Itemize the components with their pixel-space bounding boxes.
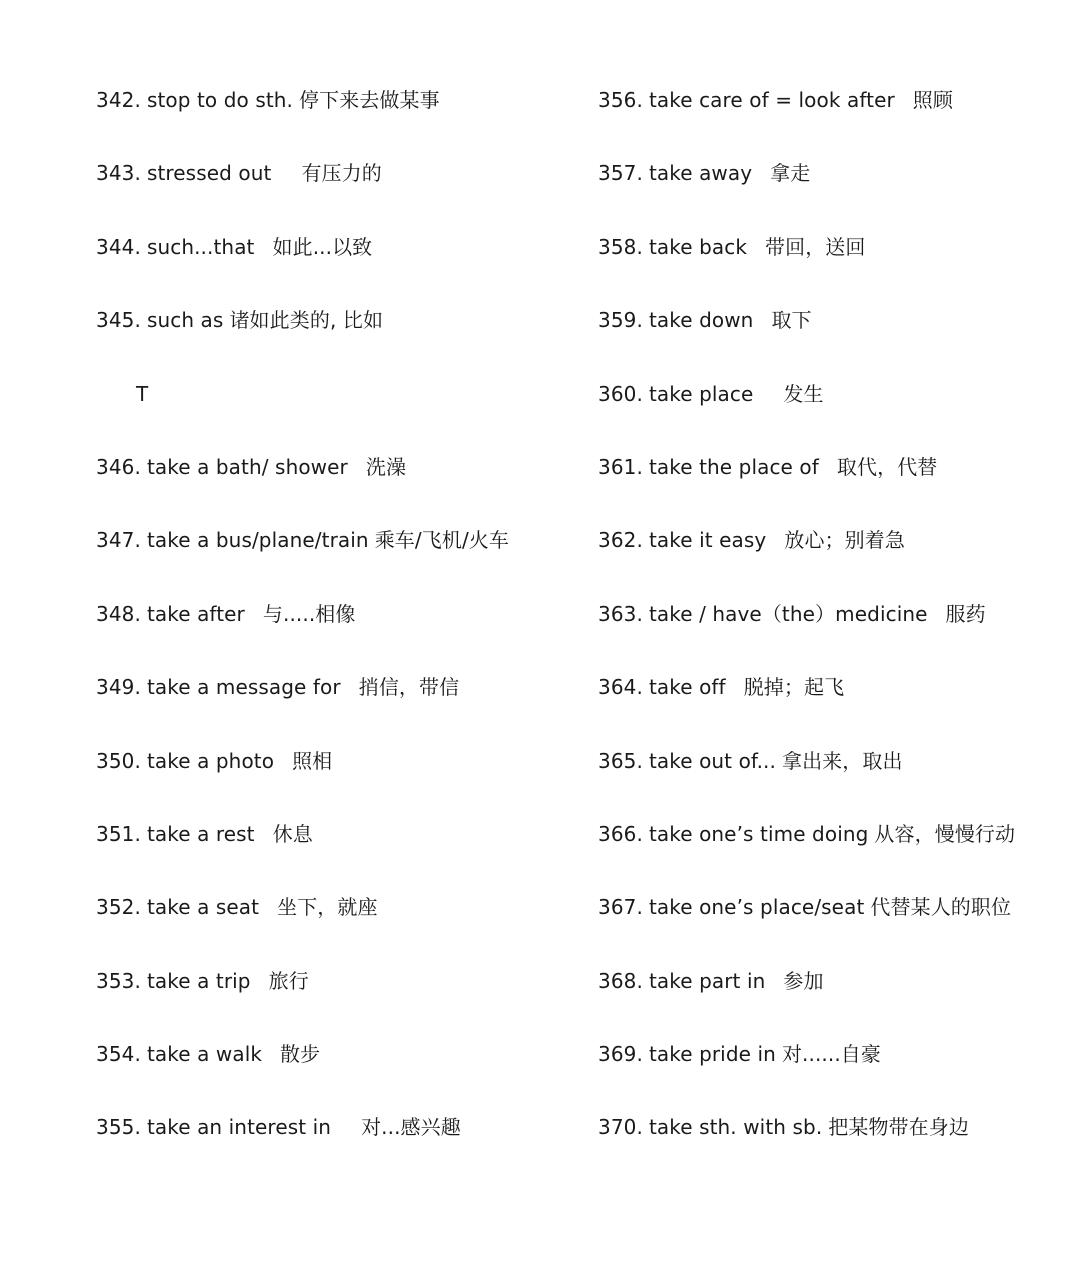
vocab-entry <box>598 80 1068 153</box>
entry-chinese-meaning: 诸如此类的, 比如 <box>229 308 384 333</box>
entry-english-phrase: take after <box>146 601 245 626</box>
entry-english-phrase: take / have（the）medicine <box>648 601 928 626</box>
entry-number: 352. <box>96 895 141 920</box>
entry-english-phrase: take sth. with sb. <box>648 1115 823 1140</box>
entry-number: 364. <box>598 675 643 700</box>
right-column <box>598 80 1068 1181</box>
entry-chinese-meaning: 代替某人的职位 <box>870 895 1012 920</box>
entry-chinese-meaning: 脱掉；起飞 <box>743 675 845 700</box>
vocab-entry <box>96 153 566 226</box>
entry-number: 357. <box>598 161 643 186</box>
entry-chinese-meaning: 休息 <box>272 821 313 846</box>
entry-english-phrase: take back <box>648 234 747 259</box>
entry-english-phrase: take a walk <box>146 1042 263 1067</box>
entry-english-phrase: take part in <box>648 968 766 993</box>
entry-english-phrase: take a bath/ shower <box>146 454 348 479</box>
entry-english-phrase: take the place of <box>648 454 819 479</box>
entry-number: 363. <box>598 601 643 626</box>
entry-number: 345. <box>96 308 141 333</box>
entry-number: 350. <box>96 748 141 773</box>
entry-english-phrase: take a trip <box>146 968 251 993</box>
entry-number: 369. <box>598 1042 643 1067</box>
entry-chinese-meaning: 有压力的 <box>301 161 382 186</box>
entry-number: 353. <box>96 968 141 993</box>
entry-english-phrase: take a rest <box>146 821 255 846</box>
entry-chinese-meaning: 照顾 <box>912 88 953 112</box>
vocab-entry <box>96 300 566 373</box>
entry-number: 361. <box>598 454 643 479</box>
vocab-entry <box>598 1034 1068 1107</box>
entry-number: 355. <box>96 1115 141 1140</box>
vocab-entry <box>598 667 1068 740</box>
vocab-entry <box>598 814 1068 887</box>
entry-number: 348. <box>96 601 141 626</box>
entry-number: 366. <box>598 821 643 846</box>
entry-english-phrase: take away <box>648 161 753 186</box>
vocab-entry <box>598 153 1068 226</box>
entry-number: 356. <box>598 88 643 112</box>
entry-chinese-meaning: 散步 <box>280 1042 321 1067</box>
entry-english-phrase: take off <box>648 675 726 700</box>
entry-number: 344. <box>96 234 141 259</box>
entry-chinese-meaning: 从容，慢慢行动 <box>874 821 1016 846</box>
entry-english-phrase: take place <box>648 381 754 406</box>
entry-chinese-meaning: 把某物带在身边 <box>828 1115 969 1140</box>
entry-number: 359. <box>598 308 643 333</box>
vocab-entry <box>96 887 566 960</box>
entry-chinese-meaning: 对...感兴趣 <box>361 1115 461 1140</box>
entry-number: 367. <box>598 895 643 920</box>
entry-number: 370. <box>598 1115 643 1140</box>
entry-english-phrase: take one’s place/seat <box>648 895 865 920</box>
vocab-entry <box>96 227 566 300</box>
entry-number: 349. <box>96 675 141 700</box>
entry-english-phrase: take a photo <box>146 748 275 773</box>
entry-number: 347. <box>96 528 141 553</box>
entry-english-phrase: stop to do sth. <box>146 88 294 112</box>
vocab-entry <box>598 227 1068 300</box>
vocab-entry <box>598 961 1068 1034</box>
entry-english-phrase: stressed out <box>146 161 272 186</box>
entry-chinese-meaning: 捎信，带信 <box>358 675 460 700</box>
entry-english-phrase: take a bus/plane/train <box>146 528 369 553</box>
entry-english-phrase: take a seat <box>146 895 260 920</box>
entry-chinese-meaning: 取代，代替 <box>836 454 938 479</box>
entry-number: 362. <box>598 528 643 553</box>
entry-chinese-meaning: 乘车/飞机/火车 <box>374 528 509 553</box>
vocab-entry <box>598 1107 1068 1180</box>
entry-english-phrase: take down <box>648 308 754 333</box>
entry-chinese-meaning: 如此...以致 <box>272 234 373 259</box>
entry-chinese-meaning: 放心；别着急 <box>784 528 905 553</box>
entry-chinese-meaning: 旅行 <box>268 968 309 993</box>
entry-number: 343. <box>96 161 141 186</box>
vocab-entry <box>96 961 566 1034</box>
entry-chinese-meaning: 拿走 <box>770 161 811 186</box>
entry-chinese-meaning: 停下来去做某事 <box>299 88 440 112</box>
entry-chinese-meaning: 坐下，就座 <box>277 895 378 920</box>
entry-chinese-meaning: 带回，送回 <box>765 234 866 259</box>
entry-chinese-meaning: 洗澡 <box>365 454 407 479</box>
entry-chinese-meaning: 发生 <box>783 381 824 406</box>
entry-number: 351. <box>96 821 141 846</box>
entry-english-phrase: take one’s time doing <box>648 821 869 846</box>
entry-number: 368. <box>598 968 643 993</box>
vocab-entry <box>96 447 566 520</box>
vocab-entry <box>96 520 566 593</box>
entry-chinese-meaning: 参加 <box>783 968 824 993</box>
section-letter-marker: T <box>136 381 149 406</box>
left-column <box>96 80 566 1181</box>
vocab-entry <box>598 887 1068 960</box>
vocab-entry <box>598 374 1068 447</box>
entry-chinese-meaning: 取下 <box>771 308 812 333</box>
vocab-entry <box>96 594 566 667</box>
entry-english-phrase: such...that <box>146 234 255 259</box>
vocab-entry <box>598 594 1068 667</box>
vocab-entry <box>96 80 566 153</box>
vocab-entry <box>598 447 1068 520</box>
entry-chinese-meaning: 服药 <box>945 601 986 626</box>
vocab-entry <box>96 741 566 814</box>
entry-english-phrase: take out of... <box>648 748 776 773</box>
entry-english-phrase: take it easy <box>648 528 767 553</box>
entry-chinese-meaning: 对......自豪 <box>781 1042 881 1067</box>
entry-number: 358. <box>598 234 643 259</box>
vocab-entry <box>96 667 566 740</box>
entry-number: 354. <box>96 1042 141 1067</box>
vocab-entry <box>598 300 1068 373</box>
vocab-entry <box>598 741 1068 814</box>
entry-english-phrase: take a message for <box>146 675 341 700</box>
entry-chinese-meaning: 拿出来，取出 <box>781 748 903 773</box>
entry-english-phrase: take care of = look after <box>648 88 895 112</box>
entry-chinese-meaning: 照相 <box>292 748 333 773</box>
entry-english-phrase: take an interest in <box>146 1115 332 1140</box>
vocab-entry <box>96 1034 566 1107</box>
entry-english-phrase: take pride in <box>648 1042 776 1067</box>
entry-number: 346. <box>96 454 141 479</box>
entry-number: 342. <box>96 88 141 112</box>
entry-chinese-meaning: 与.....相像 <box>262 601 356 626</box>
vocab-entry <box>96 1107 566 1180</box>
entry-english-phrase: such as <box>146 308 224 333</box>
entry-number: 365. <box>598 748 643 773</box>
entry-number: 360. <box>598 381 643 406</box>
vocab-entry <box>96 814 566 887</box>
vocab-entry <box>598 520 1068 593</box>
